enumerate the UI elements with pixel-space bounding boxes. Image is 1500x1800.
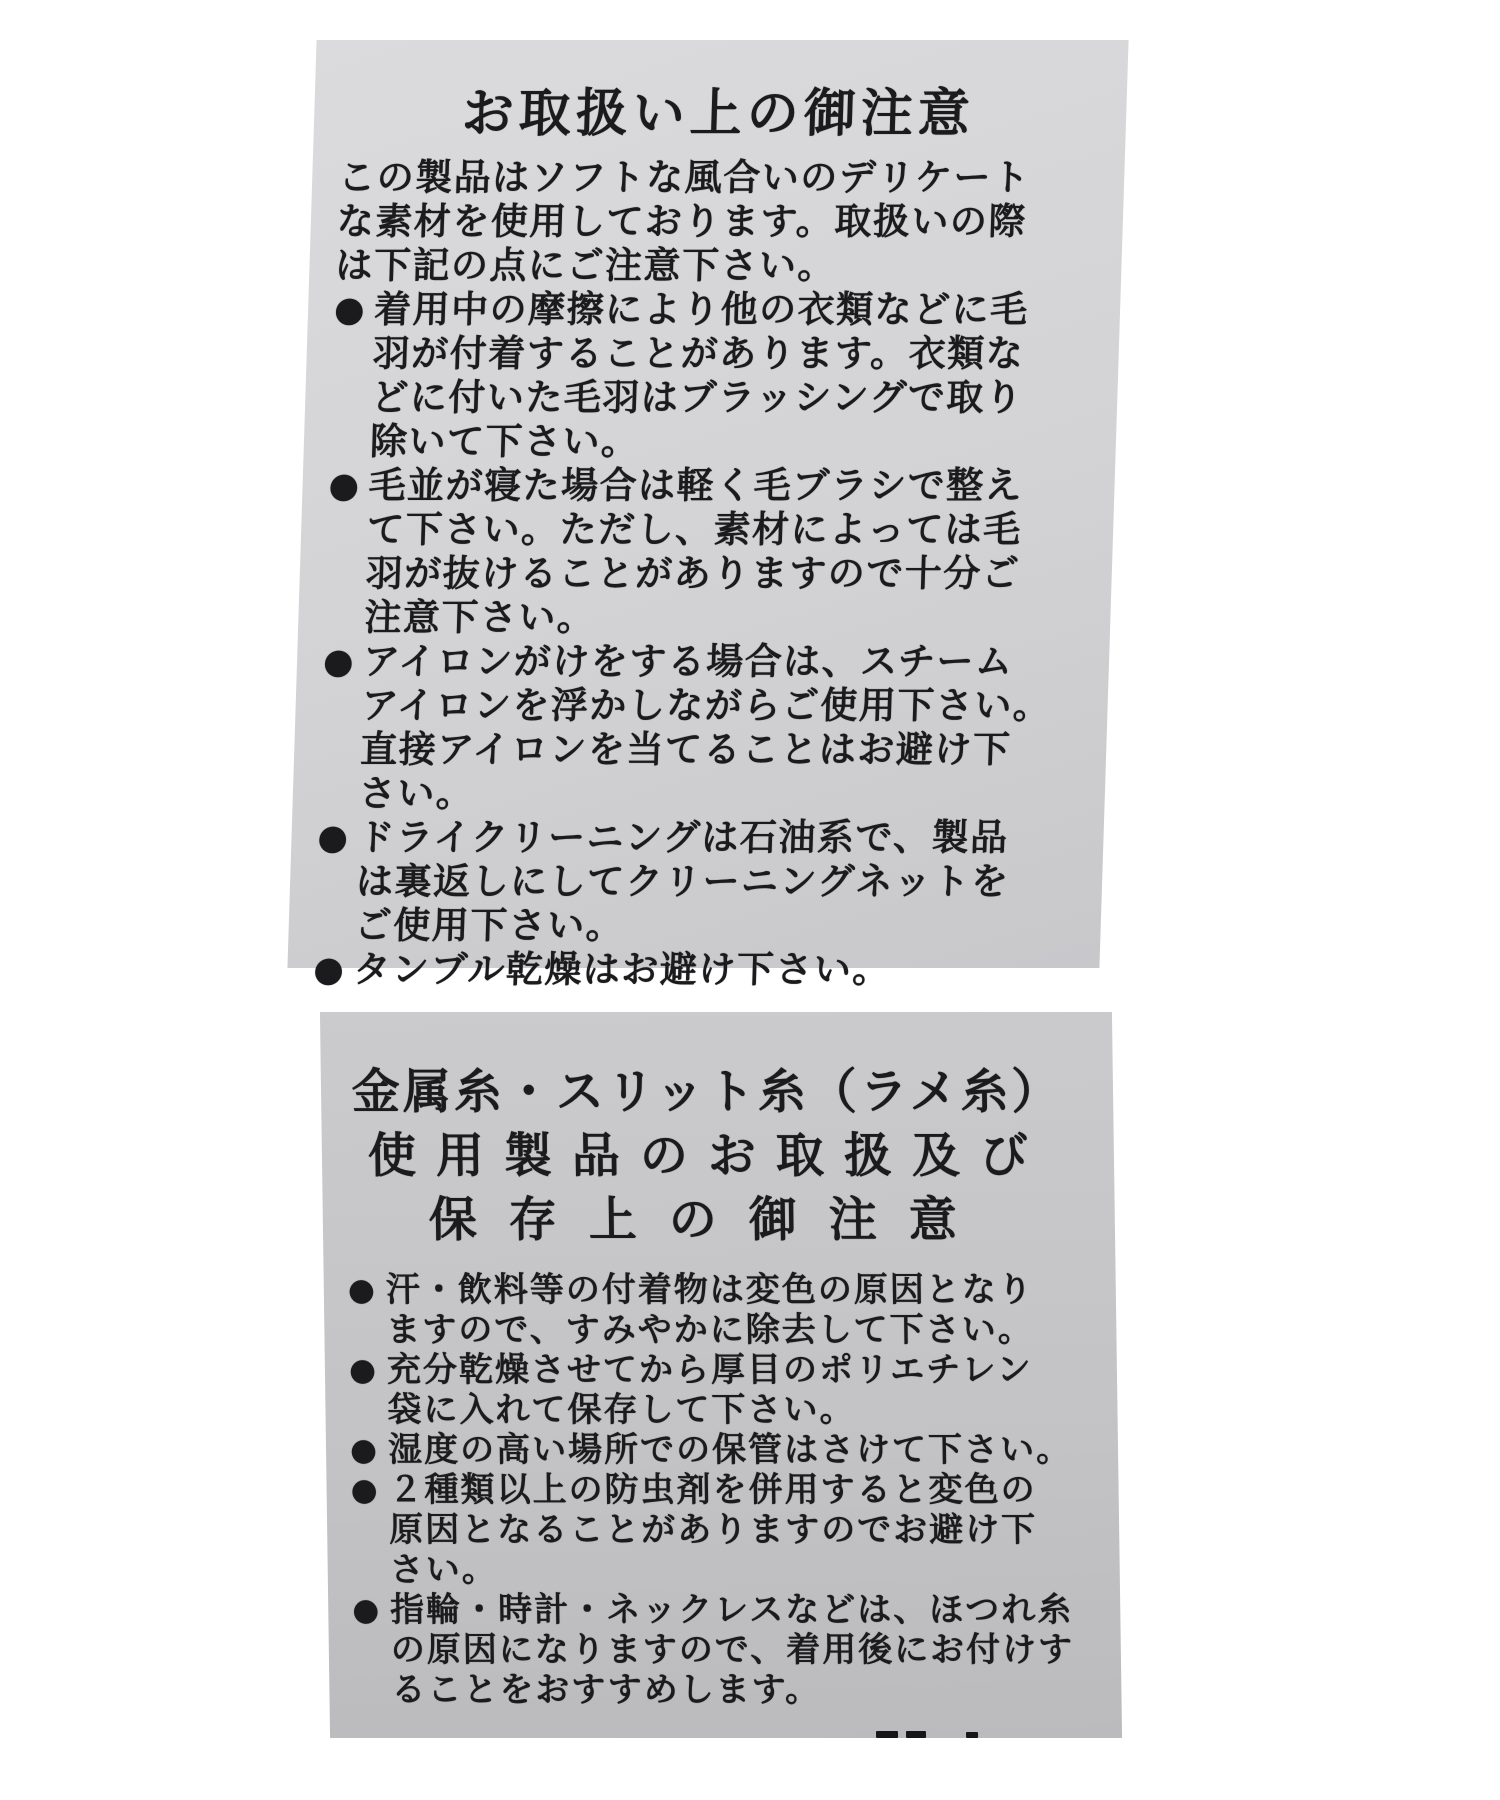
bullet-marker: ● <box>352 1592 380 1628</box>
label1-bullet-item <box>314 816 1074 948</box>
bullet-text: 指輪・時計・ネックレスなどは、ほつれ糸 の原因になりますので、着用後にお付けす ることをおすすめします。 <box>390 1590 1075 1710</box>
bullet-text: 毛並が寝た場合は軽く毛ブラシで整え て下さい。ただし、素材によっては毛 羽が抜けることがありますので十分ご 注意下さい。 <box>363 464 1024 639</box>
bullet-text: 充分乾燥させてから厚目のポリエチレン 袋に入れて保存して下さい。 <box>386 1350 1034 1430</box>
label2-bullet-item <box>350 1430 1075 1470</box>
bullet-text: ２種類以上の防虫剤を併用すると変色の 原因となることがありますのでお避け下 さい。 <box>388 1470 1038 1590</box>
bullet-marker: ● <box>316 818 349 858</box>
bullet-marker: ● <box>349 1432 378 1468</box>
bullet-marker: ● <box>348 1352 377 1388</box>
bullet-text: 着用中の摩擦により他の衣類などに毛 羽が付着することがあります。衣類な どに付いた毛羽はブラッシングで取り 除いて下さい。 <box>369 288 1030 463</box>
bullet-text: ドライクリーニングは石油系で、製品 は裏返しにしてクリーニングネットを ご使用下さい。 <box>354 816 1011 947</box>
label2-bullet-item <box>349 1350 1074 1430</box>
label2-bullet-item <box>348 1270 1073 1350</box>
bullet-marker: ● <box>347 1272 376 1308</box>
care-label-handling <box>287 40 1128 991</box>
bullet-marker: ● <box>322 642 355 682</box>
bullet-marker: ● <box>350 1472 378 1508</box>
label1-bullet-item <box>324 464 1086 640</box>
label2-title-line-2: 使用製品のお取扱及び <box>367 1128 1049 1184</box>
bullet-text: 湿度の高い場所での保管はさけて下さい。 <box>387 1430 1073 1470</box>
bullet-marker: ● <box>327 466 360 506</box>
label1-intro-text: この製品はソフトな風合いのデリケート な素材を使用しております。取扱いの際 は下記の点にご注意下さい。 <box>334 156 1032 287</box>
label1-title: お取扱い上の御注意 <box>460 84 976 144</box>
label2-title <box>345 1060 1072 1252</box>
label2-bullet-item <box>352 1590 1078 1710</box>
bullet-marker: ● <box>333 290 366 330</box>
bullet-text: アイロンがけをする場合は、スチーム アイロンを浮かしながらご使用下さい。 直接アイロンを当てることはお避け下 さい。 <box>358 640 1053 815</box>
bullet-text: 汗・飲料等の付着物は変色の原因となり ますので、すみやかに除去して下さい。 <box>385 1270 1035 1350</box>
label1-bullet-item <box>313 948 1070 992</box>
label1-bullet-item <box>318 640 1080 816</box>
label1-bullet-item <box>329 288 1091 464</box>
cut-off-print-marks <box>330 1728 1122 1738</box>
care-label-metallic-thread <box>320 1012 1122 1738</box>
label2-bullet-item <box>350 1470 1076 1590</box>
bullet-text: タンブル乾燥はお避け下さい。 <box>352 948 892 991</box>
bullet-marker: ● <box>312 950 345 990</box>
label2-title-line-3: 保存上の御注意 <box>428 1192 990 1248</box>
label2-title-line-1: 金属糸・スリット糸（ラメ糸） <box>351 1064 1063 1120</box>
